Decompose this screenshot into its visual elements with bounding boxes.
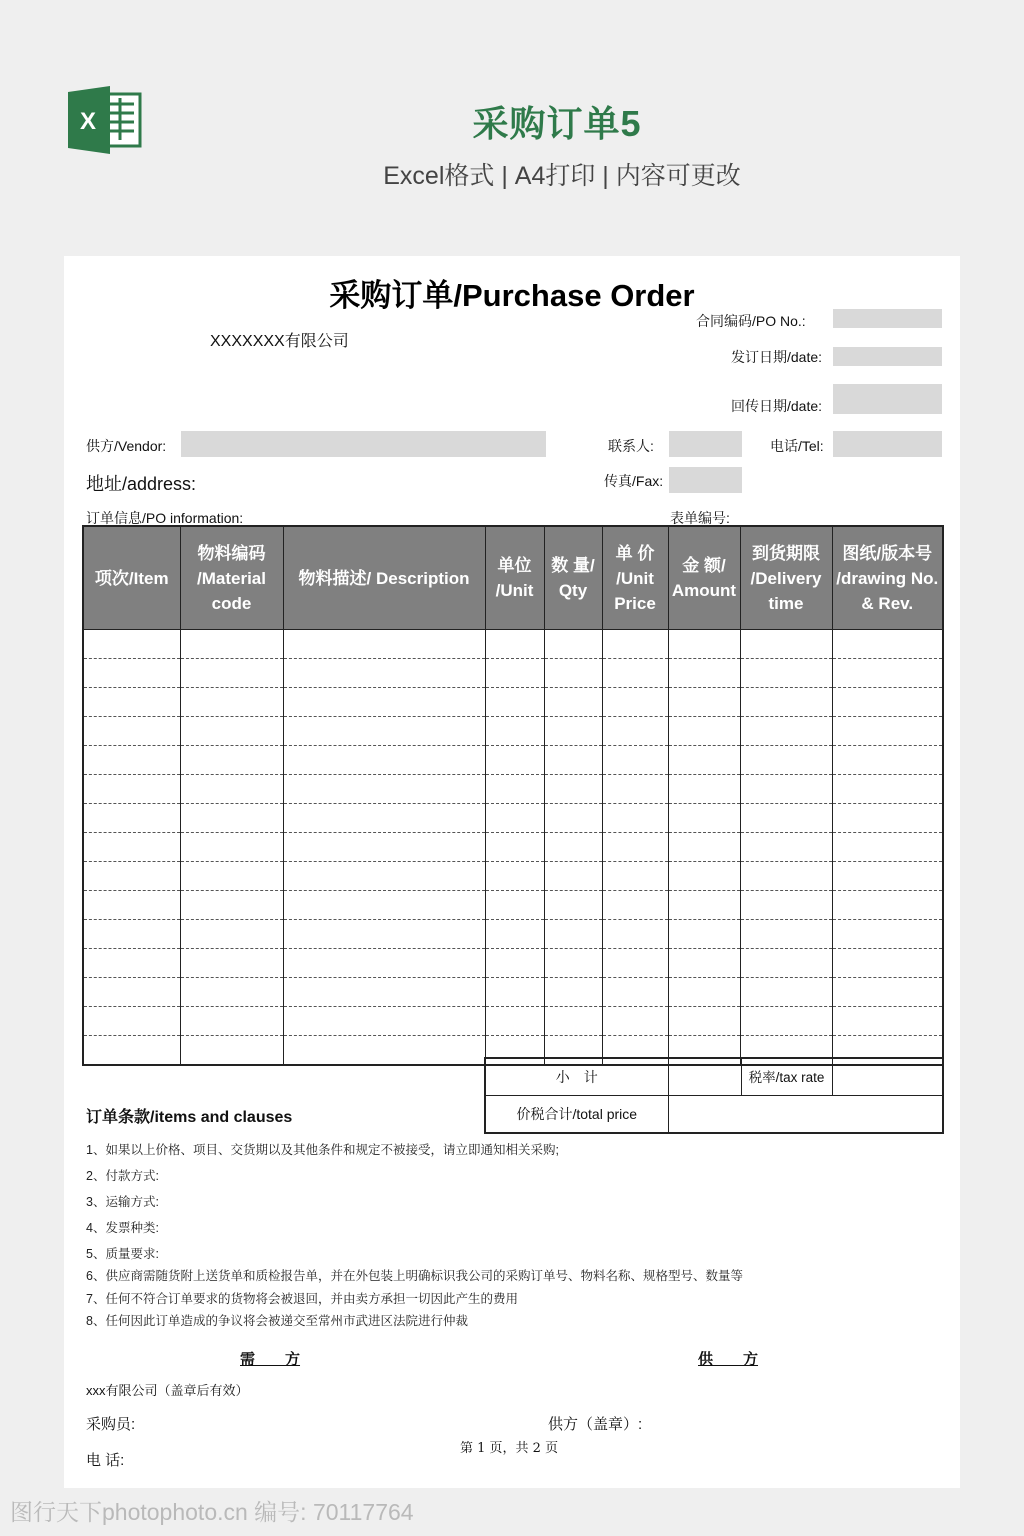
fax-field[interactable]: [669, 467, 742, 493]
col-header-material-code: 物料编码 /Material code: [180, 526, 283, 630]
table-cell[interactable]: [832, 920, 943, 949]
table-cell[interactable]: [180, 949, 283, 978]
tax-rate-label: 税率/tax rate: [741, 1058, 832, 1096]
tel-label: 电话/Tel:: [770, 438, 824, 454]
table-cell[interactable]: [485, 746, 544, 775]
table-cell[interactable]: [83, 920, 180, 949]
table-cell[interactable]: [283, 746, 485, 775]
table-row: [83, 717, 943, 746]
table-cell[interactable]: [180, 1007, 283, 1036]
table-cell[interactable]: [668, 775, 740, 804]
table-cell[interactable]: [740, 1007, 832, 1036]
table-cell[interactable]: [740, 688, 832, 717]
table-cell[interactable]: [668, 717, 740, 746]
table-cell[interactable]: [740, 833, 832, 862]
clause-item: 7、任何不符合订单要求的货物将会被退回，并由卖方承担一切因此产生的费用: [86, 1292, 518, 1306]
col-header-item: 项次/Item: [83, 526, 180, 630]
fax-label: 传真/Fax:: [604, 473, 664, 489]
table-cell[interactable]: [544, 891, 602, 920]
issue-date-field[interactable]: [833, 347, 942, 366]
table-cell[interactable]: [668, 920, 740, 949]
table-cell[interactable]: [544, 746, 602, 775]
table-row: [83, 1007, 943, 1036]
table-cell[interactable]: [602, 833, 668, 862]
table-cell[interactable]: [544, 659, 602, 688]
table-cell[interactable]: [180, 833, 283, 862]
table-cell[interactable]: [668, 746, 740, 775]
table-cell[interactable]: [83, 659, 180, 688]
table-cell[interactable]: [602, 891, 668, 920]
contact-field[interactable]: [669, 431, 742, 457]
table-cell[interactable]: [668, 1007, 740, 1036]
table-cell[interactable]: [485, 630, 544, 659]
table-cell[interactable]: [740, 891, 832, 920]
hero-subtitle: Excel格式 | A4打印 | 内容可更改: [383, 162, 741, 190]
table-cell[interactable]: [602, 920, 668, 949]
table-cell[interactable]: [668, 862, 740, 891]
table-cell[interactable]: [832, 659, 943, 688]
buyer-company: xxx有限公司（盖章后有效）: [86, 1383, 249, 1398]
col-header-amount: 金 额/ Amount: [668, 526, 740, 630]
po-no-label: 合同编码/PO No.:: [696, 313, 806, 329]
table-cell[interactable]: [180, 775, 283, 804]
supplier-heading: 供 方: [698, 1351, 759, 1368]
table-cell[interactable]: [283, 717, 485, 746]
col-header-description: 物料描述/ Description: [283, 526, 485, 630]
table-cell[interactable]: [83, 717, 180, 746]
table-row: [83, 920, 943, 949]
table-cell[interactable]: [283, 659, 485, 688]
table-cell[interactable]: [740, 717, 832, 746]
totals-table: [484, 1057, 944, 1134]
table-cell[interactable]: [544, 688, 602, 717]
table-cell[interactable]: [485, 775, 544, 804]
table-cell[interactable]: [485, 688, 544, 717]
document-title: 采购订单/Purchase Order: [329, 278, 695, 313]
table-cell[interactable]: [180, 659, 283, 688]
table-cell[interactable]: [544, 949, 602, 978]
table-cell[interactable]: [544, 804, 602, 833]
table-cell[interactable]: [668, 891, 740, 920]
clause-item: 5、质量要求:: [86, 1247, 159, 1261]
vendor-label: 供方/Vendor:: [86, 438, 167, 454]
table-cell[interactable]: [668, 978, 740, 1007]
table-cell[interactable]: [832, 804, 943, 833]
table-row: [83, 746, 943, 775]
table-cell[interactable]: [740, 920, 832, 949]
table-cell[interactable]: [832, 717, 943, 746]
table-cell[interactable]: [283, 1036, 485, 1066]
table-cell[interactable]: [83, 775, 180, 804]
table-cell[interactable]: [668, 688, 740, 717]
table-cell[interactable]: [832, 978, 943, 1007]
table-cell[interactable]: [485, 833, 544, 862]
table-row: [83, 630, 943, 659]
buyer-heading: 需 方: [240, 1351, 301, 1368]
po-info-label: 订单信息/PO information:: [86, 510, 244, 526]
table-cell[interactable]: [832, 688, 943, 717]
table-cell[interactable]: [602, 1007, 668, 1036]
table-cell[interactable]: [83, 978, 180, 1007]
table-cell[interactable]: [602, 746, 668, 775]
document-page: [64, 256, 960, 1488]
table-cell[interactable]: [668, 630, 740, 659]
table-cell[interactable]: [602, 949, 668, 978]
col-header-unit-price: 单 价 /Unit Price: [602, 526, 668, 630]
table-cell[interactable]: [485, 659, 544, 688]
table-cell[interactable]: [832, 630, 943, 659]
table-cell[interactable]: [283, 833, 485, 862]
tax-rate-cell[interactable]: [832, 1058, 943, 1096]
table-row: [83, 688, 943, 717]
table-cell[interactable]: [283, 630, 485, 659]
table-cell[interactable]: [83, 862, 180, 891]
clause-item: 2、付款方式:: [86, 1169, 159, 1183]
watermark: 图行天下photophoto.cn 编号: 70117764: [10, 1499, 414, 1525]
table-cell[interactable]: [83, 804, 180, 833]
table-row: [83, 833, 943, 862]
col-header-qty: 数 量/ Qty: [544, 526, 602, 630]
table-cell[interactable]: [544, 862, 602, 891]
table-cell[interactable]: [180, 1036, 283, 1066]
table-cell[interactable]: [832, 949, 943, 978]
table-cell[interactable]: [180, 920, 283, 949]
table-cell[interactable]: [283, 775, 485, 804]
clause-item: 8、任何因此订单造成的争议将会被递交至常州市武进区法院进行仲裁: [86, 1314, 468, 1328]
table-cell[interactable]: [544, 717, 602, 746]
table-cell[interactable]: [83, 1036, 180, 1066]
table-row: [83, 659, 943, 688]
table-cell[interactable]: [740, 630, 832, 659]
table-cell[interactable]: [283, 804, 485, 833]
table-cell[interactable]: [668, 949, 740, 978]
po-no-field[interactable]: [833, 309, 942, 328]
table-cell[interactable]: [740, 862, 832, 891]
table-cell[interactable]: [83, 688, 180, 717]
phone-label: 电 话:: [86, 1452, 125, 1469]
table-cell[interactable]: [668, 833, 740, 862]
clause-item: 3、运输方式:: [86, 1195, 159, 1209]
col-header-delivery-time: 到货期限 /Delivery time: [740, 526, 832, 630]
table-cell[interactable]: [602, 804, 668, 833]
table-cell[interactable]: [832, 833, 943, 862]
clause-item: 6、供应商需随货附上送货单和质检报告单，并在外包装上明确标识我公司的采购订单号、物料名称、规格型号、数量等: [86, 1269, 743, 1283]
table-cell[interactable]: [740, 804, 832, 833]
table-cell[interactable]: [668, 659, 740, 688]
table-row: [83, 862, 943, 891]
clause-item: 1、如果以上价格、项目、交货期以及其他条件和规定不被接受，请立即通知相关采购;: [86, 1143, 559, 1157]
purchaser-label: 采购员:: [86, 1416, 136, 1433]
table-cell[interactable]: [180, 862, 283, 891]
table-cell[interactable]: [83, 630, 180, 659]
table-cell[interactable]: [283, 949, 485, 978]
table-cell[interactable]: [83, 1007, 180, 1036]
table-cell[interactable]: [602, 659, 668, 688]
table-cell[interactable]: [602, 775, 668, 804]
table-cell[interactable]: [544, 978, 602, 1007]
hero-title: 采购订单5: [472, 103, 642, 144]
table-cell[interactable]: [485, 862, 544, 891]
table-cell[interactable]: [283, 688, 485, 717]
table-cell[interactable]: [544, 1007, 602, 1036]
table-cell[interactable]: [832, 775, 943, 804]
table-cell[interactable]: [180, 746, 283, 775]
table-cell[interactable]: [83, 949, 180, 978]
total-price-label: 价税合计/total price: [485, 1096, 668, 1134]
table-row: [83, 978, 943, 1007]
table-cell[interactable]: [83, 891, 180, 920]
table-cell[interactable]: [832, 1007, 943, 1036]
table-cell[interactable]: [740, 746, 832, 775]
table-cell[interactable]: [485, 891, 544, 920]
table-cell[interactable]: [180, 804, 283, 833]
table-cell[interactable]: [740, 949, 832, 978]
return-date-field[interactable]: [833, 384, 942, 414]
table-cell[interactable]: [283, 1007, 485, 1036]
table-cell[interactable]: [602, 630, 668, 659]
table-cell[interactable]: [544, 833, 602, 862]
table-cell[interactable]: [180, 978, 283, 1007]
table-cell[interactable]: [180, 630, 283, 659]
supplier-stamp-label: 供方（盖章）:: [548, 1416, 643, 1433]
col-header-drawing-rev: 图纸/版本号 /drawing No. & Rev.: [832, 526, 943, 630]
clauses-title: 订单条款/items and clauses: [86, 1109, 293, 1126]
vendor-field[interactable]: [181, 431, 546, 457]
address-label: 地址/address:: [86, 474, 197, 494]
table-cell[interactable]: [602, 717, 668, 746]
table-cell[interactable]: [180, 891, 283, 920]
table-cell[interactable]: [544, 630, 602, 659]
contact-label: 联系人:: [608, 438, 654, 454]
table-cell[interactable]: [602, 978, 668, 1007]
table-cell[interactable]: [832, 746, 943, 775]
table-cell[interactable]: [283, 978, 485, 1007]
po-items-table: [82, 525, 944, 1066]
table-cell[interactable]: [485, 717, 544, 746]
company-name: XXXXXXX有限公司: [210, 333, 349, 350]
table-cell[interactable]: [740, 775, 832, 804]
table-cell[interactable]: [485, 920, 544, 949]
table-row: [83, 891, 943, 920]
table-cell[interactable]: [544, 775, 602, 804]
form-no-label: 表单编号:: [670, 510, 730, 526]
table-cell[interactable]: [740, 659, 832, 688]
table-cell[interactable]: [544, 920, 602, 949]
table-cell[interactable]: [485, 949, 544, 978]
subtotal-cell[interactable]: [668, 1058, 741, 1096]
table-cell[interactable]: [283, 862, 485, 891]
table-cell[interactable]: [83, 746, 180, 775]
table-cell[interactable]: [740, 978, 832, 1007]
table-cell[interactable]: [668, 804, 740, 833]
table-cell[interactable]: [832, 891, 943, 920]
table-cell[interactable]: [180, 717, 283, 746]
table-cell[interactable]: [283, 920, 485, 949]
table-cell[interactable]: [485, 804, 544, 833]
svg-text:X: X: [79, 108, 97, 135]
table-row: [83, 804, 943, 833]
table-cell[interactable]: [283, 891, 485, 920]
table-cell[interactable]: [602, 862, 668, 891]
table-cell[interactable]: [485, 978, 544, 1007]
total-price-cell[interactable]: [668, 1096, 943, 1134]
col-header-unit: 单位 /Unit: [485, 526, 544, 630]
table-cell[interactable]: [602, 688, 668, 717]
subtotal-label: 小 计: [485, 1058, 668, 1096]
return-date-label: 回传日期/date:: [731, 398, 823, 414]
table-row: [83, 775, 943, 804]
table-row: [83, 949, 943, 978]
page-info: 第 1 页，共 2 页: [460, 1441, 559, 1456]
table-cell[interactable]: [832, 862, 943, 891]
table-cell[interactable]: [485, 1007, 544, 1036]
issue-date-label: 发订日期/date:: [731, 349, 823, 365]
tel-field[interactable]: [833, 431, 942, 457]
table-cell[interactable]: [83, 833, 180, 862]
table-cell[interactable]: [180, 688, 283, 717]
clause-item: 4、发票种类:: [86, 1221, 159, 1235]
